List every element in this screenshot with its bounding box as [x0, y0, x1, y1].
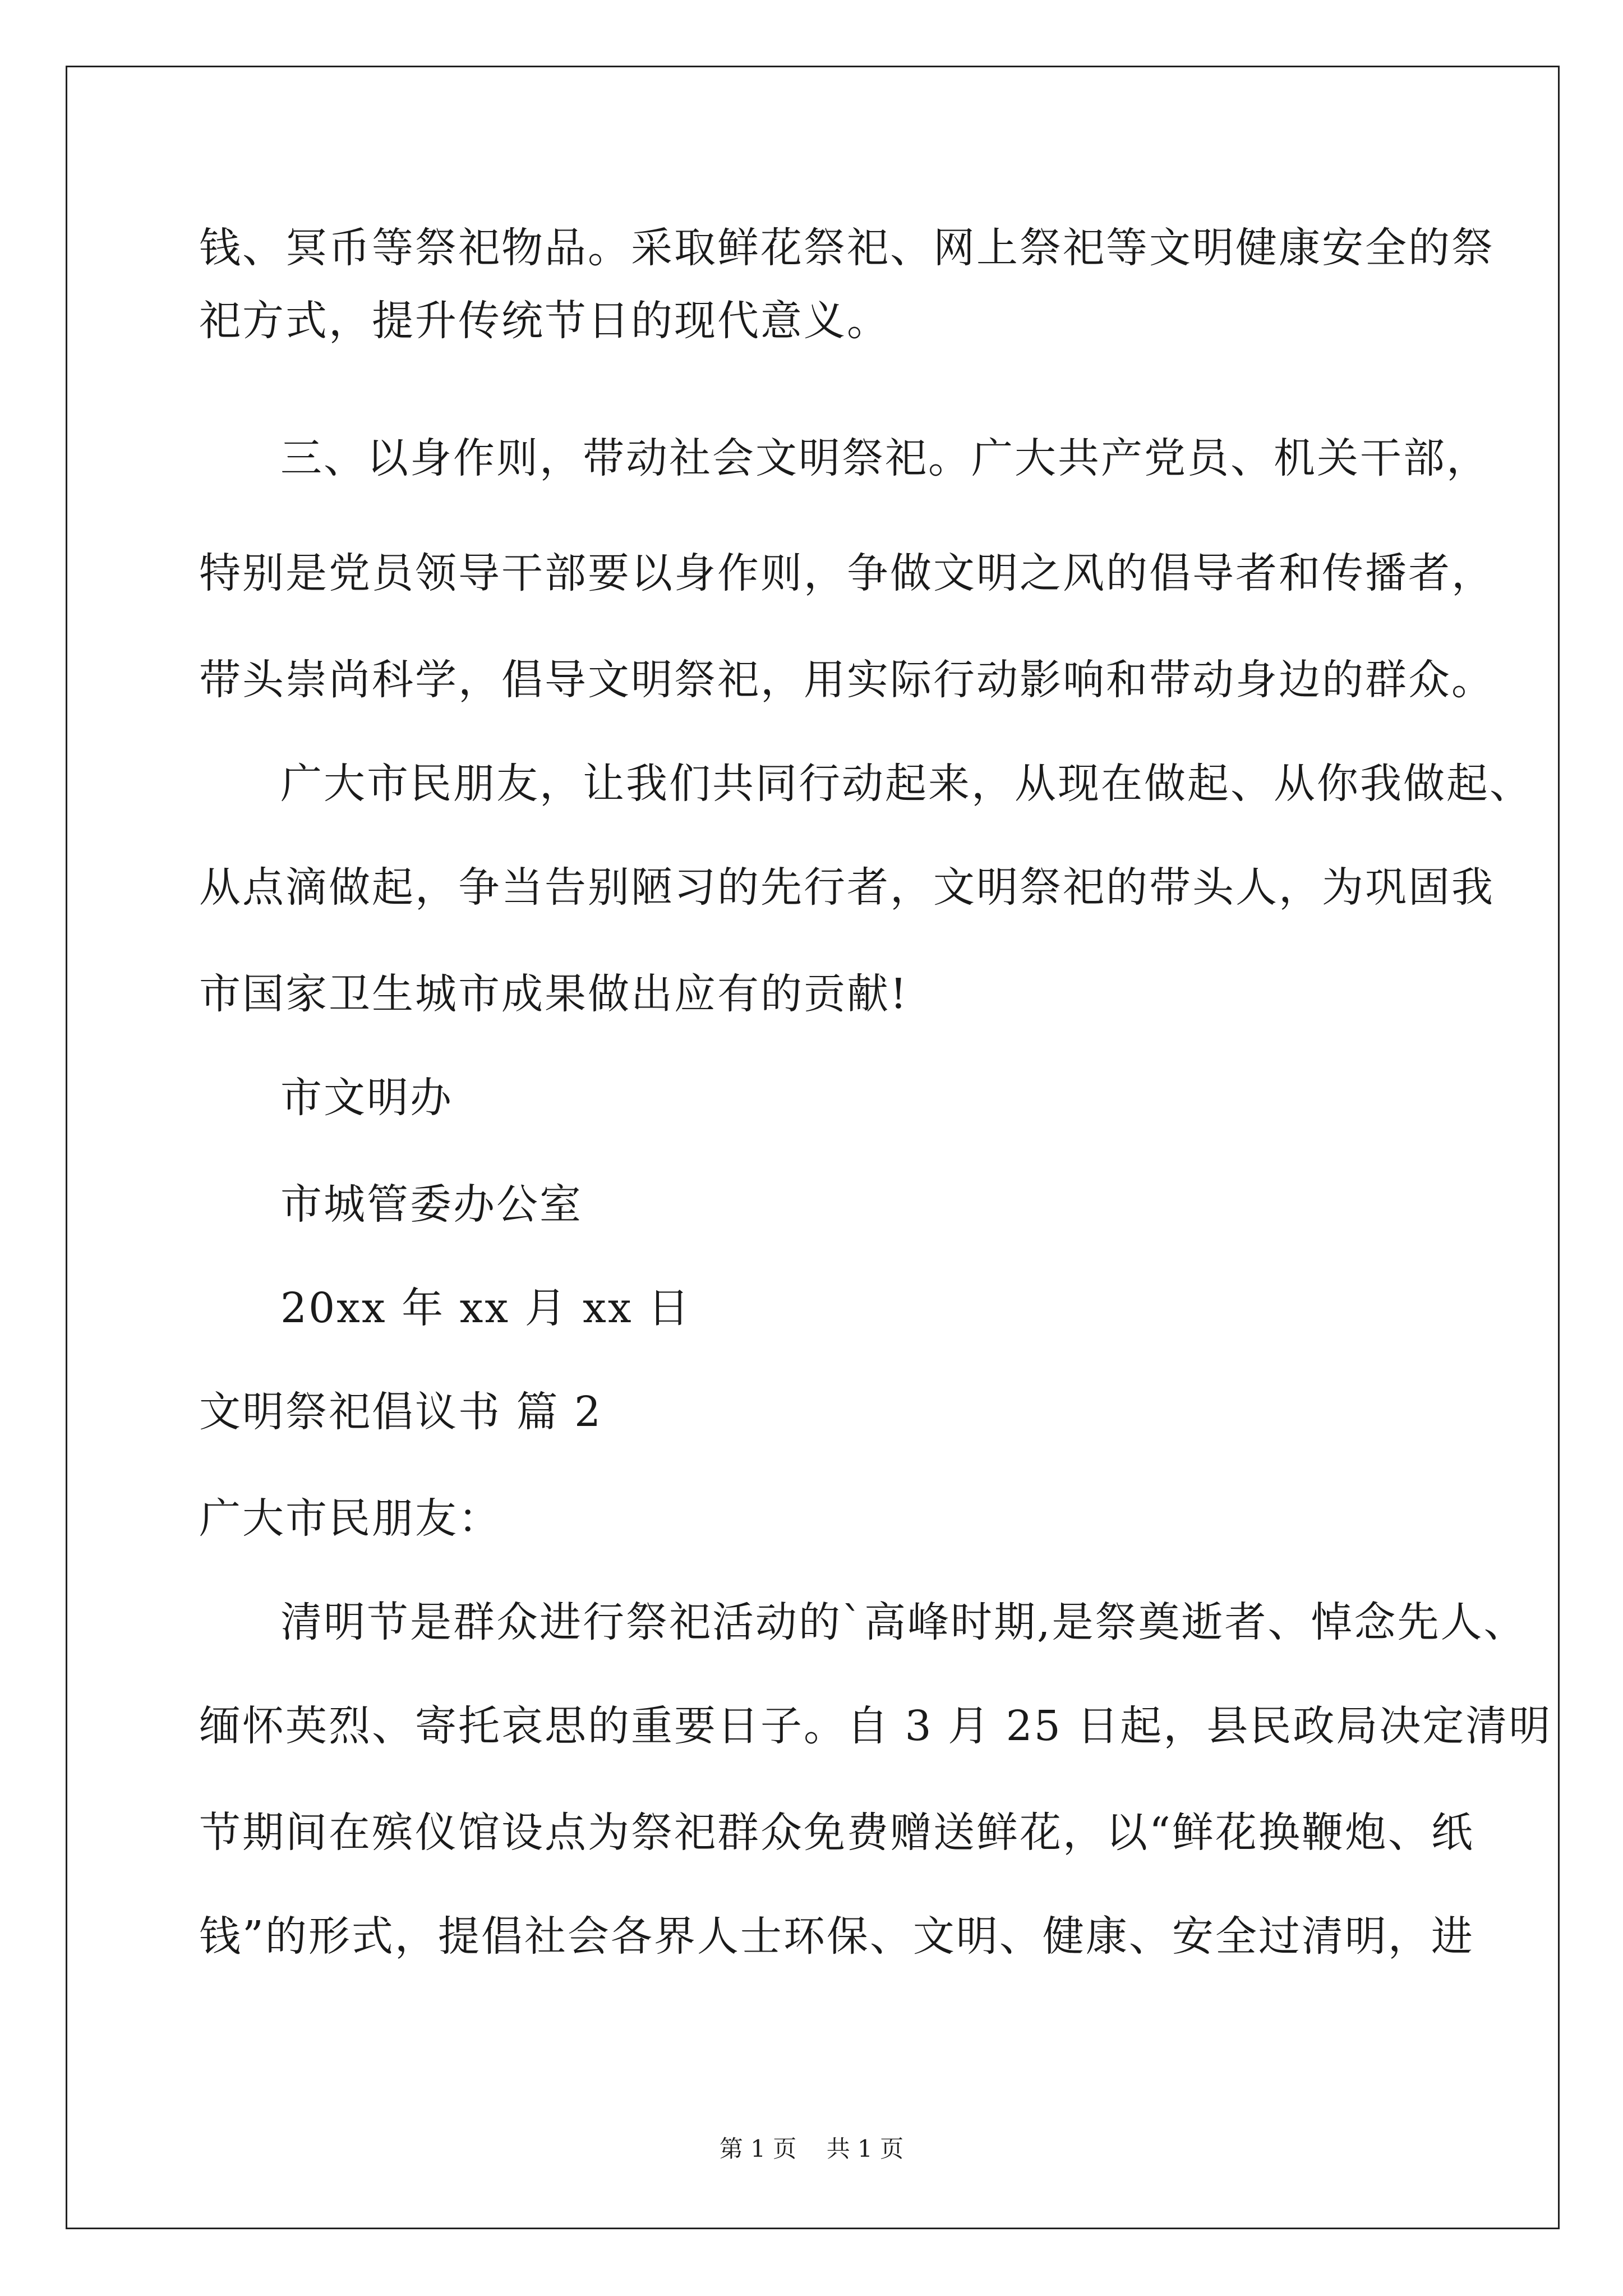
body-line: 钱、冥币等祭祀物品。采取鲜花祭祀、网上祭祀等文明健康安全的祭	[199, 224, 1495, 272]
signature-date: 20xx 年 xx 月 xx 日	[280, 1284, 691, 1332]
body-line: 节期间在殡仪馆设点为祭祀群众免费赠送鲜花，以“鲜花换鞭炮、纸	[199, 1809, 1474, 1857]
body-line: 清明节是群众进行祭祀活动的`高峰时期,是祭奠逝者、悼念先人、	[280, 1598, 1527, 1646]
salutation: 广大市民朋友：	[199, 1494, 501, 1543]
signature-org: 市城管委办公室	[280, 1180, 583, 1228]
body-line: 三、以身作则，带动社会文明祭祀。广大共产党员、机关干部，	[280, 434, 1490, 482]
body-line: 带头崇尚科学，倡导文明祭祀，用实际行动影响和带动身边的群众。	[199, 656, 1495, 704]
body-line: 从点滴做起，争当告别陋习的先行者，文明祭祀的带头人，为巩固我	[199, 863, 1495, 912]
page-frame	[66, 66, 1560, 2229]
body-line: 祀方式，提升传统节日的现代意义。	[199, 297, 890, 345]
body-line: 特别是党员领导干部要以身作则，争做文明之风的倡导者和传播者，	[199, 549, 1495, 597]
body-line: 缅怀英烈、寄托哀思的重要日子。自 3 月 25 日起，县民政局决定清明	[199, 1702, 1552, 1750]
section-heading: 文明祭祀倡议书 篇 2	[199, 1388, 603, 1436]
body-line: 钱”的形式，提倡社会各界人士环保、文明、健康、安全过清明，进	[199, 1912, 1474, 1961]
body-line: 广大市民朋友，让我们共同行动起来，从现在做起、从你我做起、	[280, 760, 1533, 808]
signature-org: 市文明办	[280, 1074, 453, 1122]
body-line: 市国家卫生城市成果做出应有的贡献!	[199, 970, 909, 1018]
page-footer: 第 1 页 共 1 页	[719, 2135, 904, 2162]
